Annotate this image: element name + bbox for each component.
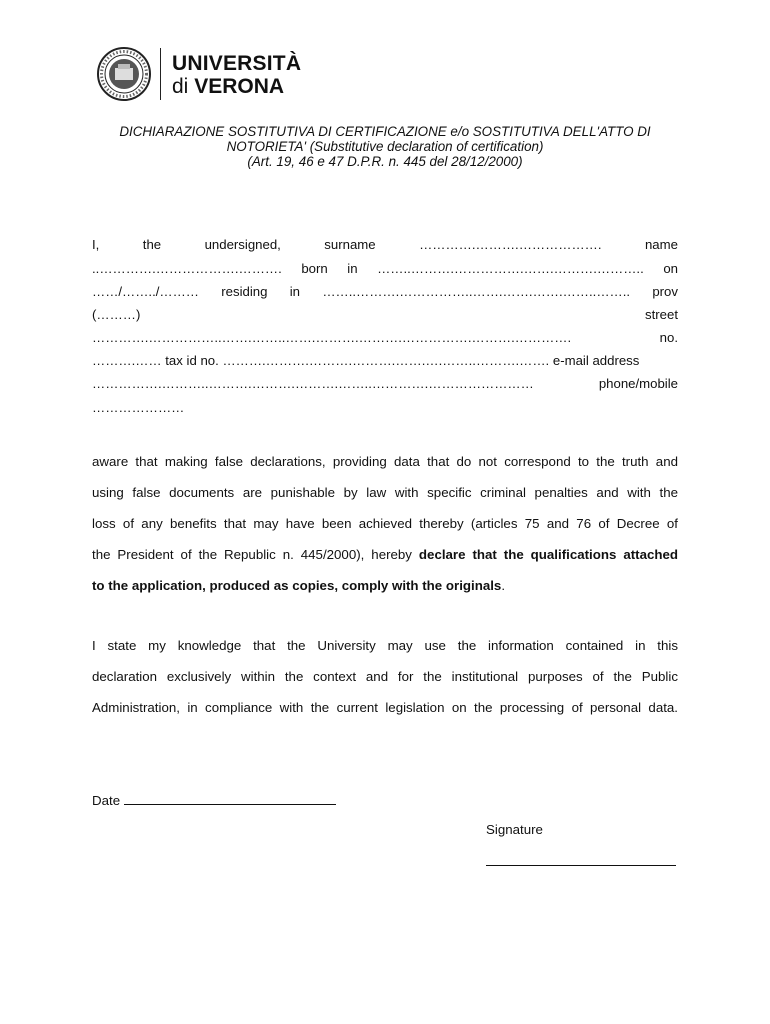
logo-university-text: UNIVERSITÀ — [172, 52, 302, 75]
residence-field[interactable]: ……..……….……………..…….…….…….……..…….. — [322, 284, 631, 299]
logo-city-text: di VERONA — [172, 75, 285, 98]
surname-field[interactable]: ………….……….………………. — [419, 237, 602, 252]
university-seal-icon — [96, 46, 152, 102]
signature-label: Signature — [486, 822, 543, 837]
email-field[interactable]: …………….………..……….……….……….……..………….…………………… — [92, 376, 534, 391]
form-line-2: ..………….……………….………. born in ……..……….…………….…….……….……….. on — [92, 261, 678, 276]
form-line-4: (………) street — [92, 307, 678, 322]
number-taxid-email-line[interactable]: ……….…… tax id no. ……….……….……….……….…….….……..……….……. e-mail address — [92, 353, 640, 368]
date-label: Date — [92, 793, 121, 808]
form-line-5: ………….……………..…….……..…….……….……….…………….……….…………. no. — [92, 330, 678, 345]
document-title — [60, 124, 710, 169]
logo-divider — [160, 48, 161, 100]
form-line-3: ……/……../……… residing in ……..……….……………..…….…….…….……..…….. prov — [92, 284, 678, 299]
date-line — [92, 792, 336, 808]
signature-field[interactable] — [486, 865, 676, 866]
date-field[interactable] — [124, 792, 336, 805]
form-line-1: I, the undersigned, surname ………….……….………………. name — [92, 237, 678, 252]
birthplace-field[interactable]: ……..……….…………….…….……….……….. — [377, 261, 644, 276]
title-line-1: DICHIARAZIONE SOSTITUTIVA DI CERTIFICAZIONE e/o SOSTITUTIVA DELL'ATTO DI — [119, 124, 651, 139]
university-logo — [96, 46, 302, 102]
title-line-2: NOTORIETA' (Substitutive declaration of certification) — [226, 139, 544, 154]
birthdate-field[interactable]: ……/……../……… — [92, 284, 199, 299]
form-line-7: …………….………..……….……….……….……..………….…………………… phone/mobile — [92, 376, 678, 391]
name-field[interactable]: ..………….……………….………. — [92, 261, 282, 276]
privacy-paragraph: I state my knowledge that the University may use the information contained in this declaration exclusively within the context and for the institutional purposes of the Public Administration, in compliance with the current legislation on the processing of personal data. — [92, 638, 678, 715]
province-field[interactable]: (………) — [92, 307, 141, 322]
street-field[interactable]: ………….……………..…….……..…….……….……….…………….……….…………. — [92, 330, 572, 345]
declaration-paragraph: aware that making false declarations, providing data that do not correspond to the truth and using false documents are punishable by law with specific criminal penalties and with the loss of any benefits that may have been achieved thereby (articles 75 and 76 of Decree of the President of the Republic n. 445/2000), hereby declare that the qualifications attached to the application, produced as copies, comply with the originals. — [92, 454, 678, 593]
phone-field[interactable]: ………………… — [92, 400, 185, 415]
form-line-6 — [92, 353, 678, 368]
title-line-3: (Art. 19, 46 e 47 D.P.R. n. 445 del 28/12/2000) — [247, 154, 523, 169]
form-line-8 — [92, 400, 678, 415]
